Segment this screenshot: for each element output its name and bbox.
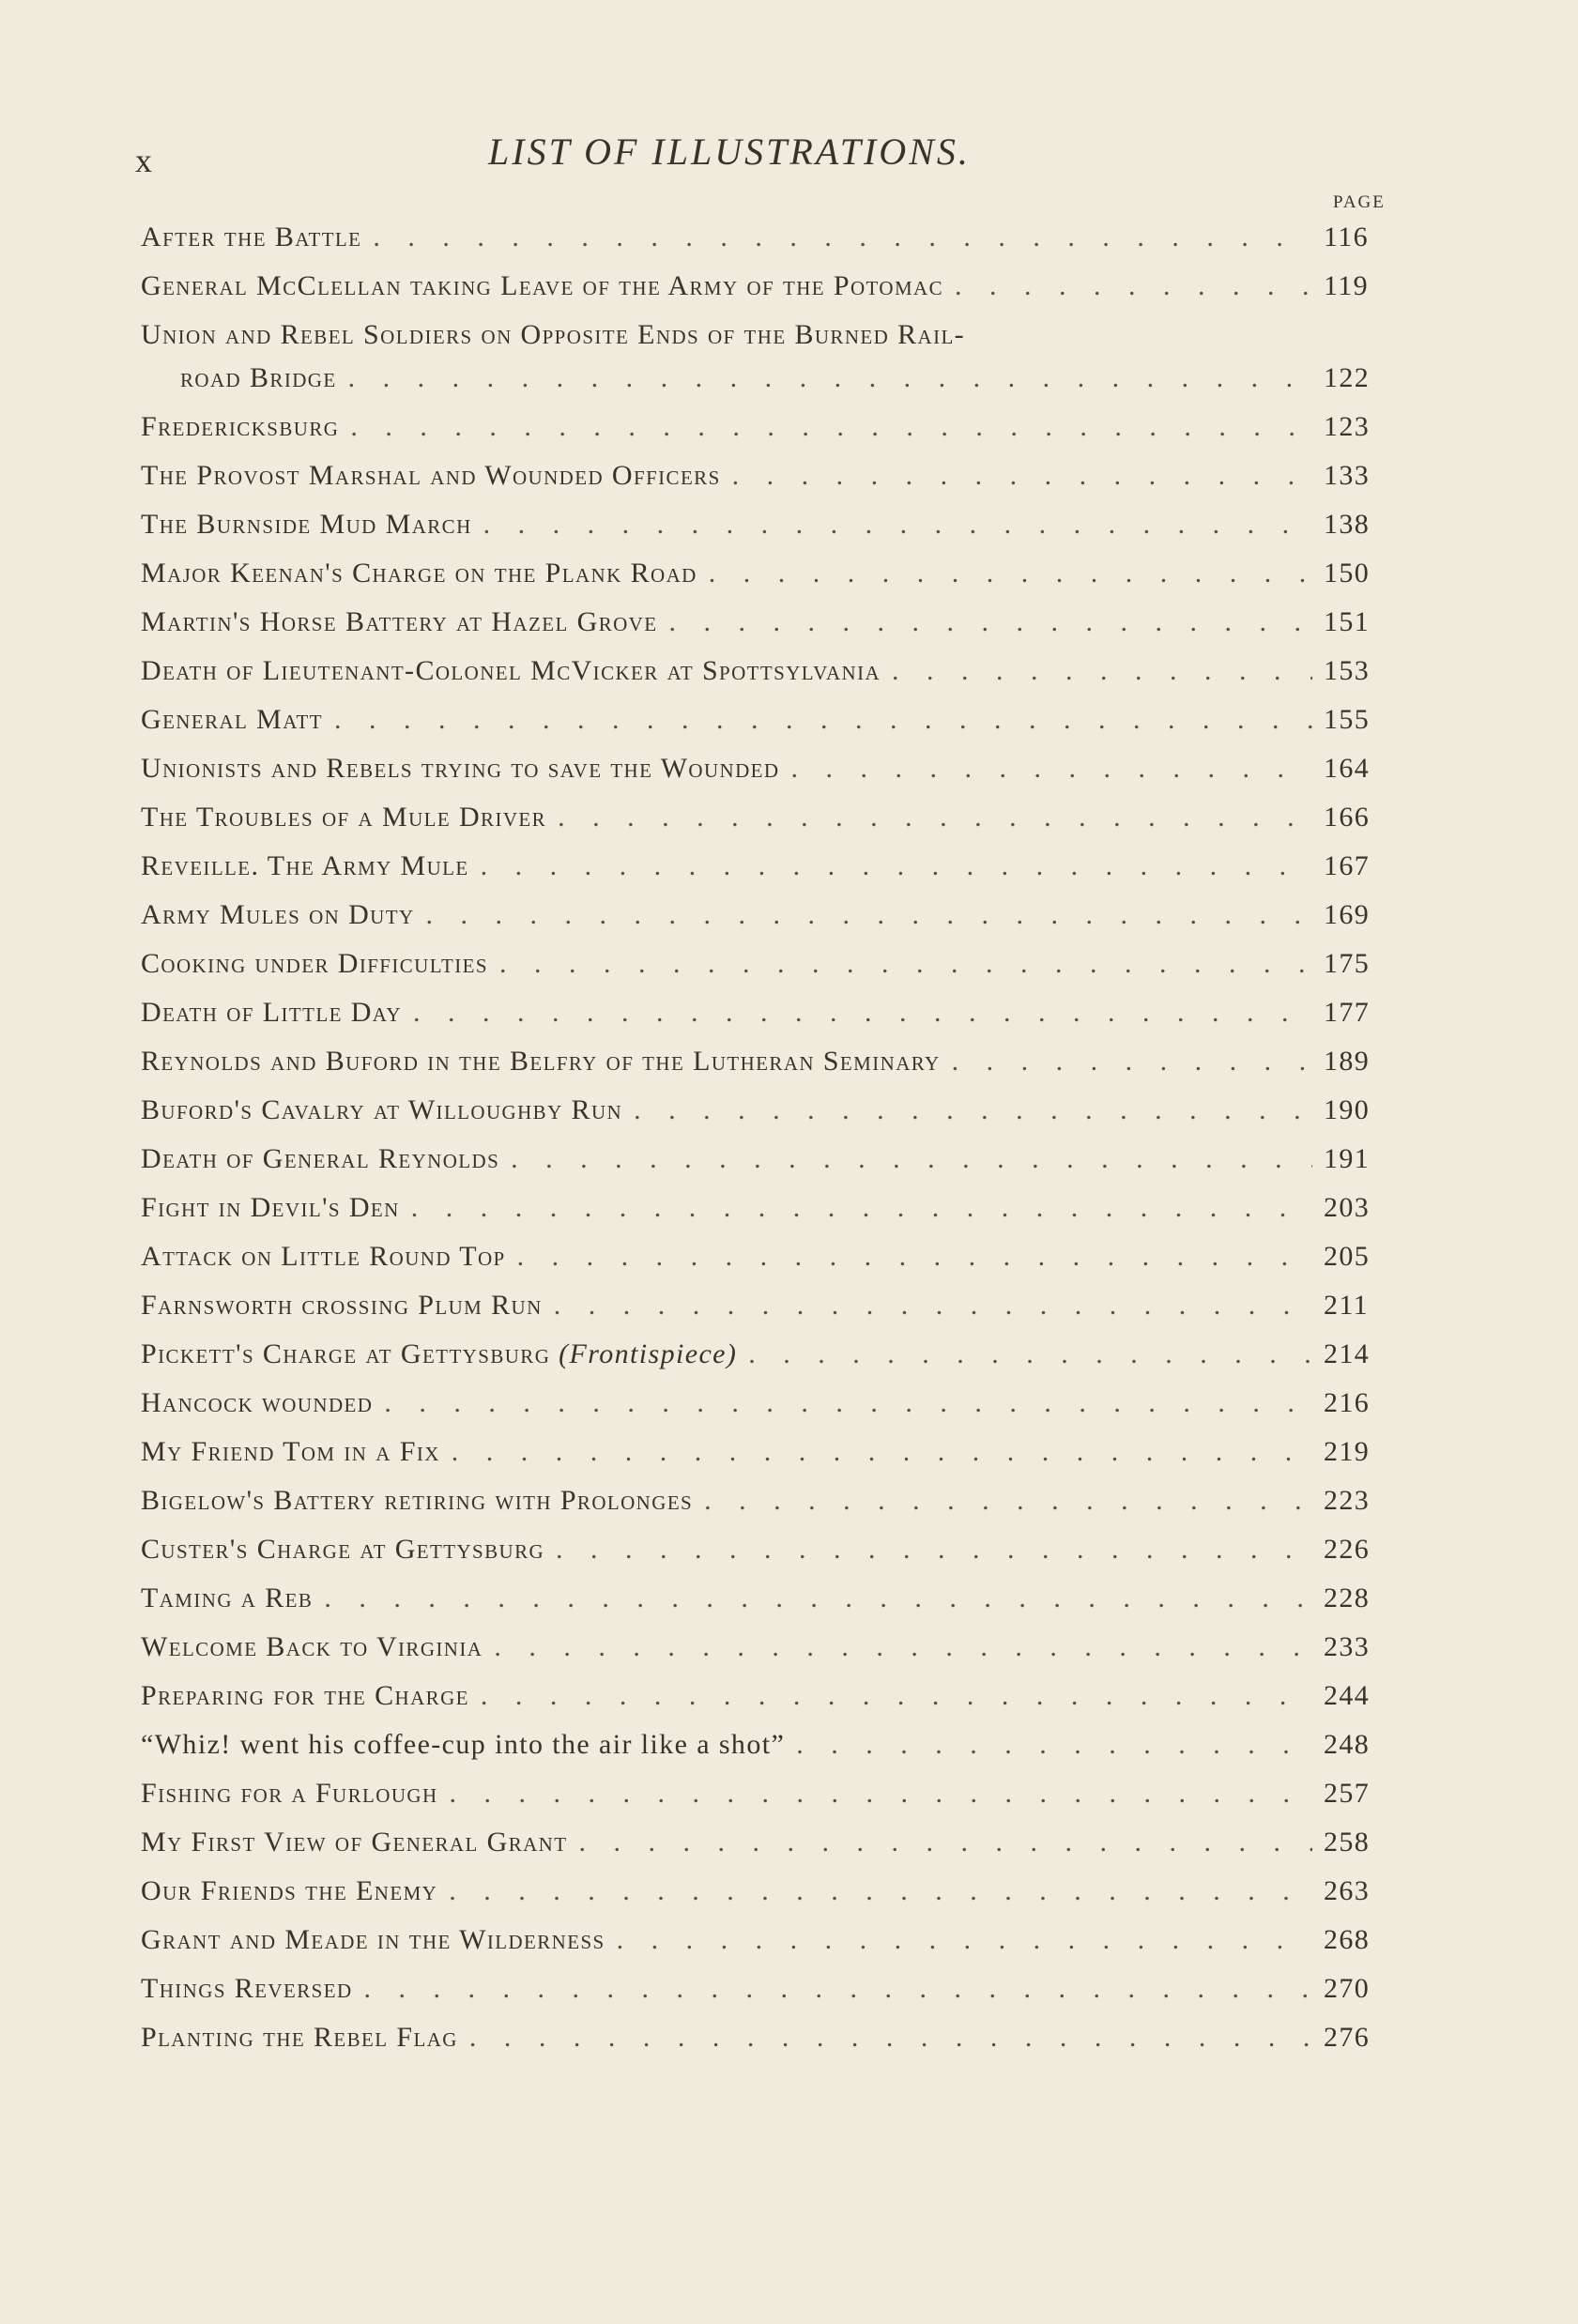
entry-title	[141, 411, 339, 443]
dot-leader	[617, 1924, 1312, 1956]
entry-title	[141, 1729, 785, 1761]
entry-title	[141, 1924, 605, 1956]
entry-title-text: Fight in Devil's Den	[141, 1192, 400, 1223]
dot-leader	[554, 1290, 1312, 1322]
list-item	[141, 850, 1389, 899]
entry-title	[141, 802, 546, 833]
list-item	[141, 1241, 1389, 1290]
list-item	[141, 606, 1389, 655]
list-item	[141, 1338, 1389, 1387]
entry-title-text: Farnsworth crossing Plum Run	[141, 1290, 543, 1321]
page-number: 164	[1324, 753, 1371, 784]
entry-title	[141, 1631, 483, 1663]
entry-title-text: Cooking under Difficulties	[141, 948, 488, 979]
page-number: 177	[1324, 997, 1371, 1028]
list-item	[141, 1192, 1389, 1241]
list-item	[141, 1436, 1389, 1485]
dot-leader	[748, 1338, 1312, 1370]
entry-title	[141, 1680, 469, 1712]
entry-title-text: Fredericksburg	[141, 411, 340, 442]
entry-title-text: Reynolds and Buford in the Belfry of the Lutheran Seminary	[141, 1046, 941, 1077]
entry-title	[141, 1875, 437, 1907]
page-number: 167	[1324, 850, 1371, 881]
entry-title-text: Death of Little Day	[141, 997, 402, 1028]
list-item	[141, 460, 1389, 509]
list-item	[141, 319, 1389, 362]
list-item	[141, 1534, 1389, 1582]
page-number: 263	[1324, 1875, 1371, 1906]
dot-leader	[373, 222, 1312, 253]
entry-title-text: The Provost Marshal and Wounded Officers	[141, 460, 721, 491]
dot-leader	[413, 997, 1312, 1029]
entry-title	[141, 1192, 400, 1224]
entry-title-text: Hancock wounded	[141, 1387, 374, 1418]
entry-title	[141, 1778, 438, 1810]
page-number: 119	[1324, 270, 1370, 301]
page-number: 216	[1324, 1387, 1371, 1418]
list-item	[141, 753, 1389, 802]
page-number: 166	[1324, 802, 1371, 833]
dot-leader	[517, 1241, 1312, 1273]
list-item	[141, 1924, 1389, 1973]
dot-leader	[481, 1680, 1312, 1712]
page-number: 257	[1324, 1778, 1371, 1809]
entry-title	[141, 1338, 737, 1370]
page-number: 189	[1324, 1046, 1371, 1077]
page-number: 258	[1324, 1827, 1371, 1858]
dot-leader	[955, 270, 1312, 302]
entry-title	[141, 997, 402, 1029]
entry-title-text: The Burnside Mud March	[141, 509, 472, 540]
list-item	[141, 1582, 1389, 1631]
list-item	[141, 2022, 1389, 2071]
page-number: 153	[1324, 655, 1371, 686]
entry-title-text: Major Keenan's Charge on the Plank Road	[141, 558, 697, 589]
entry-title	[141, 460, 721, 492]
entry-title-text: General McClellan taking Leave of the Army of the Potomac	[141, 270, 944, 301]
entry-title	[141, 899, 415, 931]
entry-title-text: Planting the Rebel Flag	[141, 2022, 458, 2053]
entry-title-text: Bigelow's Battery retiring with Prolonges	[141, 1485, 694, 1516]
entry-title-text: Welcome Back to Virginia	[141, 1631, 483, 1662]
page-number: 211	[1324, 1290, 1370, 1321]
running-head: LIST OF ILLUSTRATIONS.	[488, 130, 971, 173]
list-item	[141, 1729, 1389, 1778]
dot-leader	[450, 1778, 1312, 1810]
entry-title	[141, 222, 361, 253]
dot-leader	[452, 1436, 1312, 1468]
list-item	[141, 1046, 1389, 1094]
dot-leader	[324, 1582, 1312, 1614]
entry-title	[141, 1046, 941, 1078]
list-item	[141, 558, 1389, 606]
page-number: 223	[1324, 1485, 1371, 1516]
entry-title	[141, 558, 697, 589]
page-number: 155	[1324, 704, 1371, 735]
page-number: 150	[1324, 558, 1371, 589]
entry-title-text: Reveille. The Army Mule	[141, 850, 469, 881]
dot-leader	[732, 460, 1312, 492]
dot-leader	[634, 1094, 1312, 1126]
entry-title-text: Grant and Meade in the Wilderness	[141, 1924, 605, 1955]
entry-title-text: Fishing for a Furlough	[141, 1778, 438, 1809]
entry-title-text: Martin's Horse Battery at Hazel Grove	[141, 606, 658, 637]
dot-leader	[348, 362, 1312, 394]
dot-leader	[483, 509, 1312, 541]
entry-title-text: After the Battle	[141, 222, 362, 252]
entry-title	[141, 948, 488, 980]
list-item	[141, 1973, 1389, 2022]
entry-title	[141, 1973, 353, 2005]
entry-title	[141, 1387, 373, 1419]
entry-title	[141, 1582, 313, 1614]
entry-title-text: Pickett's Charge at Gettysburg	[141, 1338, 551, 1369]
entry-title-text: The Troubles of a Mule Driver	[141, 802, 547, 833]
list-item	[141, 222, 1389, 270]
dot-leader	[578, 1827, 1312, 1858]
dot-leader	[892, 655, 1312, 687]
dot-leader	[558, 802, 1312, 833]
dot-leader	[350, 411, 1312, 443]
folio-number: x	[135, 142, 153, 179]
dot-leader	[556, 1534, 1312, 1566]
entry-title	[141, 1485, 693, 1517]
page-number: 219	[1324, 1436, 1371, 1467]
list-item	[141, 1680, 1389, 1729]
dot-leader	[384, 1387, 1312, 1419]
page-number: 151	[1324, 606, 1371, 637]
list-item	[141, 655, 1389, 704]
page-number: 133	[1324, 460, 1371, 491]
dot-leader	[952, 1046, 1312, 1078]
entry-title-text: Things Reversed	[141, 1973, 353, 2004]
entry-title-text: Our Friends the Enemy	[141, 1875, 438, 1906]
page-number: 244	[1324, 1680, 1371, 1711]
page-number: 205	[1324, 1241, 1371, 1272]
page-number: 228	[1324, 1582, 1371, 1613]
entry-title-text: General Matt	[141, 704, 323, 735]
page-column-label: PAGE	[1333, 192, 1386, 212]
entry-title-text: Death of Lieutenant-Colonel McVicker at Spottsylvania	[141, 655, 881, 686]
page-number: 276	[1324, 2022, 1371, 2053]
entry-title	[141, 1436, 440, 1468]
entry-title	[141, 850, 469, 882]
entry-title-text: Taming a Reb	[141, 1582, 314, 1613]
page-number: 191	[1324, 1143, 1371, 1174]
dot-leader	[704, 1485, 1312, 1517]
entry-title-text: Attack on Little Round Top	[141, 1241, 506, 1272]
list-item	[141, 270, 1389, 319]
page-number: 226	[1324, 1534, 1371, 1565]
entry-title	[141, 2022, 458, 2054]
page-number: 175	[1324, 948, 1371, 979]
list-item	[141, 1290, 1389, 1338]
entry-title-italic: (Frontispiece)	[559, 1338, 738, 1369]
dot-leader	[511, 1143, 1312, 1175]
entry-title-continuation: road Bridge	[180, 362, 337, 393]
list-item	[141, 1387, 1389, 1436]
entry-title	[141, 1094, 622, 1126]
page-number: 123	[1324, 411, 1371, 442]
list-item	[141, 802, 1389, 850]
entry-title-text: Unionists and Rebels trying to save the Wounded	[141, 753, 780, 784]
entry-title	[141, 704, 323, 736]
page-number: 138	[1324, 509, 1371, 540]
dot-leader	[411, 1192, 1312, 1224]
entry-title-text: “Whiz! went his coffee-cup into the air like a shot”	[141, 1729, 786, 1760]
dot-leader	[790, 753, 1312, 785]
entry-title	[141, 1143, 499, 1175]
entry-title	[141, 509, 472, 541]
list-item	[141, 997, 1389, 1046]
entry-title	[141, 1290, 543, 1322]
entry-title-text: Army Mules on Duty	[141, 899, 415, 930]
page-number: 214	[1324, 1338, 1371, 1369]
dot-leader	[481, 850, 1312, 882]
page-number: 169	[1324, 899, 1371, 930]
dot-leader	[796, 1729, 1312, 1761]
entry-title	[141, 270, 943, 302]
page-number: 268	[1324, 1924, 1371, 1955]
dot-leader	[709, 558, 1312, 589]
list-item	[141, 704, 1389, 753]
entry-title-text: Custer's Charge at Gettysburg	[141, 1534, 545, 1565]
list-item-continuation	[141, 362, 1389, 411]
page-number: 190	[1324, 1094, 1371, 1125]
entry-title: Union and Rebel Soldiers on Opposite Ends of the Burned Rail-	[141, 319, 966, 350]
page-number: 248	[1324, 1729, 1371, 1760]
entry-title	[141, 1827, 567, 1858]
list-item	[141, 899, 1389, 948]
list-item	[141, 948, 1389, 997]
page-number: 270	[1324, 1973, 1371, 2004]
entry-title-text: My Friend Tom in a Fix	[141, 1436, 440, 1467]
page-number: 122	[1324, 362, 1371, 393]
list-item	[141, 1143, 1389, 1192]
dot-leader	[426, 899, 1312, 931]
list-item	[141, 1485, 1389, 1534]
entry-title-text: Preparing for the Charge	[141, 1680, 469, 1711]
dot-leader	[494, 1631, 1312, 1663]
entry-title	[141, 753, 779, 785]
list-item	[141, 411, 1389, 460]
illustration-list	[141, 222, 1389, 2071]
entry-title	[141, 606, 657, 638]
list-item	[141, 1827, 1389, 1875]
dot-leader	[668, 606, 1312, 638]
dot-leader	[449, 1875, 1312, 1907]
entry-title-text: Buford's Cavalry at Willoughby Run	[141, 1094, 623, 1125]
list-item	[141, 509, 1389, 558]
page-number: 203	[1324, 1192, 1371, 1223]
entry-title	[141, 1534, 544, 1566]
entry-title-text: My First View of General Grant	[141, 1827, 568, 1858]
dot-leader	[364, 1973, 1312, 2005]
list-item	[141, 1875, 1389, 1924]
dot-leader	[469, 2022, 1312, 2054]
list-item	[141, 1094, 1389, 1143]
dot-leader	[499, 948, 1312, 980]
entry-title	[141, 655, 881, 687]
page-number: 116	[1324, 222, 1370, 252]
page-number: 233	[1324, 1631, 1371, 1662]
list-item	[141, 1778, 1389, 1827]
list-item	[141, 1631, 1389, 1680]
dot-leader	[334, 704, 1312, 736]
entry-title-text: Death of General Reynolds	[141, 1143, 500, 1174]
entry-title	[141, 1241, 506, 1273]
